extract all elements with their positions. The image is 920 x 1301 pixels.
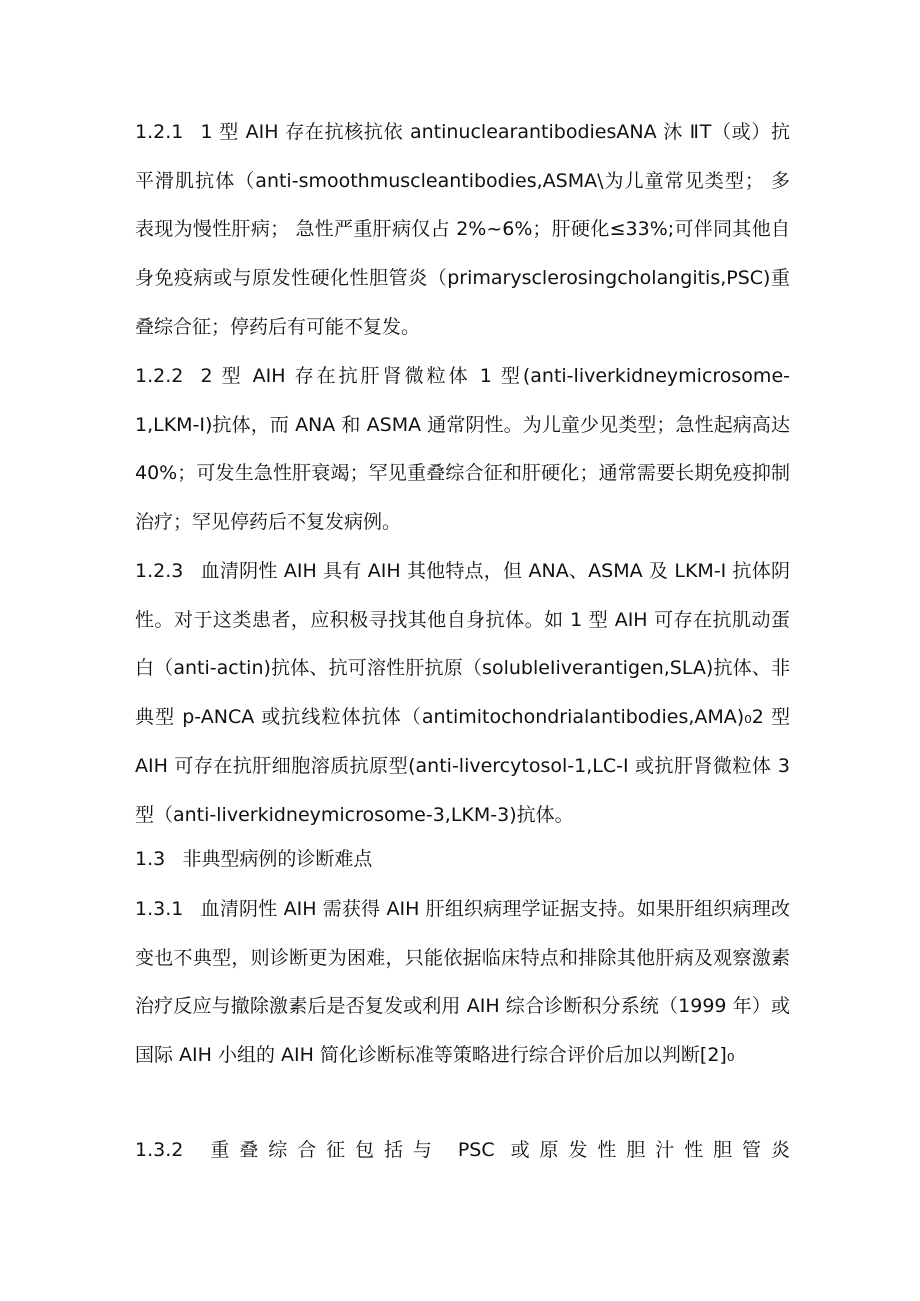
paragraph-text: 血清阴性 AIH 需获得 AIH 肝组织病理学证据支持。如果肝组织病理改变也不典型，则诊断更为困难，只能依据临床特点和排除其他肝病及观察激素治疗反应与撤除激素后是否复发或利用 AIH 综合诊断积分系统（1999 年）或国际 AIH 小组的 AIH 简化诊断标准等策略进行综合评价后加以判断[2]₀ xyxy=(135,898,790,1067)
paragraph-1-3-1 xyxy=(135,885,790,1080)
section-number: 1.3 xyxy=(135,848,166,870)
paragraph-1-2-1 xyxy=(135,108,790,352)
section-number: 1.3.2 xyxy=(135,1139,184,1161)
section-number: 1.2.2 xyxy=(135,365,184,387)
section-number: 1.2.3 xyxy=(135,560,184,582)
section-number: 1.3.1 xyxy=(135,898,184,920)
paragraph-1-2-3 xyxy=(135,547,790,839)
heading-text: 非典型病例的诊断难点 xyxy=(182,848,373,870)
paragraph-text: 重叠综合征包括与 PSC 或原发性胆汁性胆管炎 xyxy=(200,1139,790,1161)
paragraph-1-3-2 xyxy=(135,1126,790,1175)
paragraph-text: 血清阴性 AIH 具有 AIH 其他特点，但 ANA、ASMA 及 LKM-I 抗体阴性。对于这类患者，应积极寻找其他自身抗体。如 1 型 AIH 可存在抗肌动蛋白（anti-actin)抗体、抗可溶性肝抗原（solubleIiverantigen,SLA)抗体、非典型 p-ANCA 或抗线粒体抗体（antimitochondrialantibodies,AMA)₀2 型 AIH 可存在抗肝细胞溶质抗原型(anti-livercytosol-1,LC-I 或抗肝肾微粒体 3 型（anti-liverkidneymicrosome-3,LKM-3)抗体。 xyxy=(135,560,790,826)
paragraph-text: 1 型 AIH 存在抗核抗依 antinuclearantibodiesANA 沐 ⅡT（或）抗平滑肌抗体（anti-smoothmuscleantibodies,ASMA\为儿童常见类型； 多表现为慢性肝病； 急性严重肝病仅占 2%~6%；肝硬化≤33%;可伴同其他自身免疫病或与原发性硬化性胆管炎（primarysclerosingcholangitis,PSC)重叠综合征；停药后有可能不复发。 xyxy=(135,121,790,338)
section-heading-1-3 xyxy=(135,835,790,884)
paragraph-1-2-2 xyxy=(135,352,790,547)
section-number: 1.2.1 xyxy=(135,121,184,143)
paragraph-text: 2 型 AIH 存在抗肝肾微粒体 1 型(anti-liverkidneymicrosome-1,LKM-I)抗体，而 ANA 和 ASMA 通常阴性。为儿童少见类型；急性起病高达 40%；可发生急性肝衰竭；罕见重叠综合征和肝硬化；通常需要长期免疫抑制治疗；罕见停药后不复发病例。 xyxy=(135,365,790,534)
